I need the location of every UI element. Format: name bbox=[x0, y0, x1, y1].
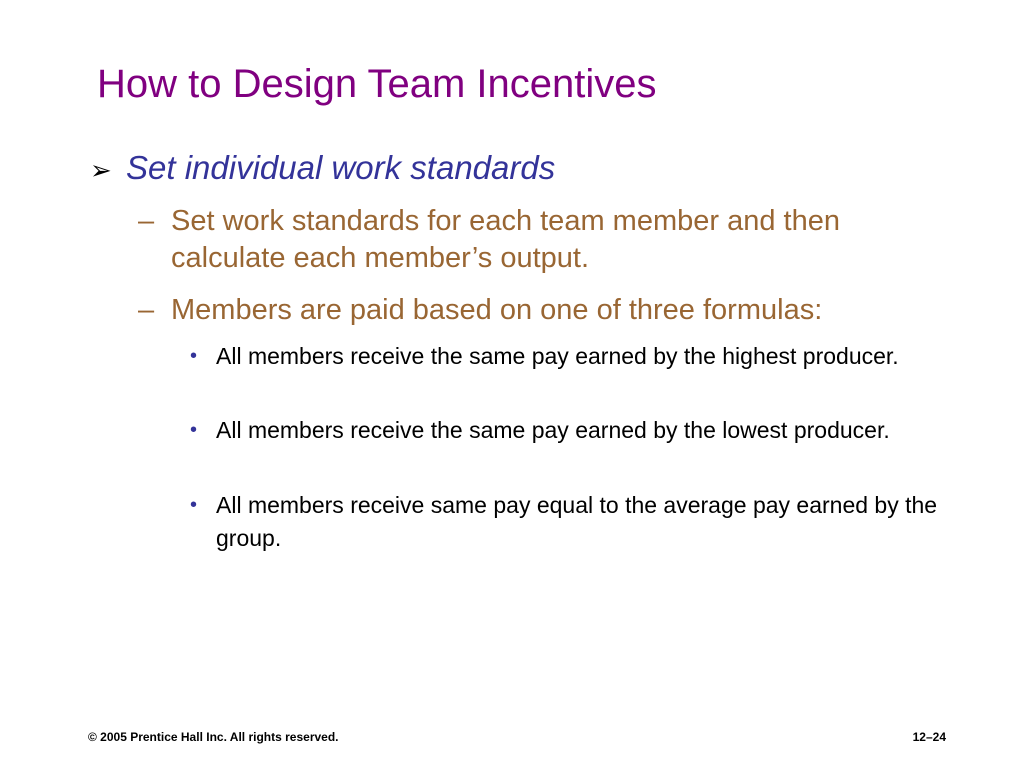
bullet-level1 bbox=[90, 148, 555, 191]
bullet-level3-text: All members receive the same pay earned by the lowest producer. bbox=[216, 417, 890, 443]
slide-title: How to Design Team Incentives bbox=[97, 62, 657, 106]
bullet-level2-text: Members are paid based on one of three formulas: bbox=[171, 294, 823, 326]
bullet-level2-item bbox=[138, 292, 978, 329]
round-bullet-icon: • bbox=[190, 419, 198, 441]
bullet-level1-text: Set individual work standards bbox=[126, 149, 556, 186]
bullet-level3-item bbox=[190, 340, 950, 373]
footer-copyright: © 2005 Prentice Hall Inc. All rights reserved. bbox=[88, 730, 339, 744]
bullet-level3-item bbox=[190, 489, 950, 555]
bullet-level2-text: Set work standards for each team member and then calculate each member’s output. bbox=[171, 205, 840, 274]
footer-page-number: 12–24 bbox=[912, 730, 946, 744]
bullet-level2-item bbox=[138, 203, 898, 277]
bullet-level3-item bbox=[190, 414, 950, 447]
bullet-level3-text: All members receive the same pay earned by the highest producer. bbox=[216, 343, 899, 369]
dash-bullet-icon: – bbox=[138, 294, 155, 326]
dash-bullet-icon: – bbox=[138, 205, 155, 237]
arrow-bullet-icon: ➢ bbox=[90, 156, 112, 186]
round-bullet-icon: • bbox=[190, 345, 198, 367]
round-bullet-icon: • bbox=[190, 494, 198, 516]
bullet-level3-text: All members receive same pay equal to the average pay earned by the group. bbox=[216, 492, 938, 551]
